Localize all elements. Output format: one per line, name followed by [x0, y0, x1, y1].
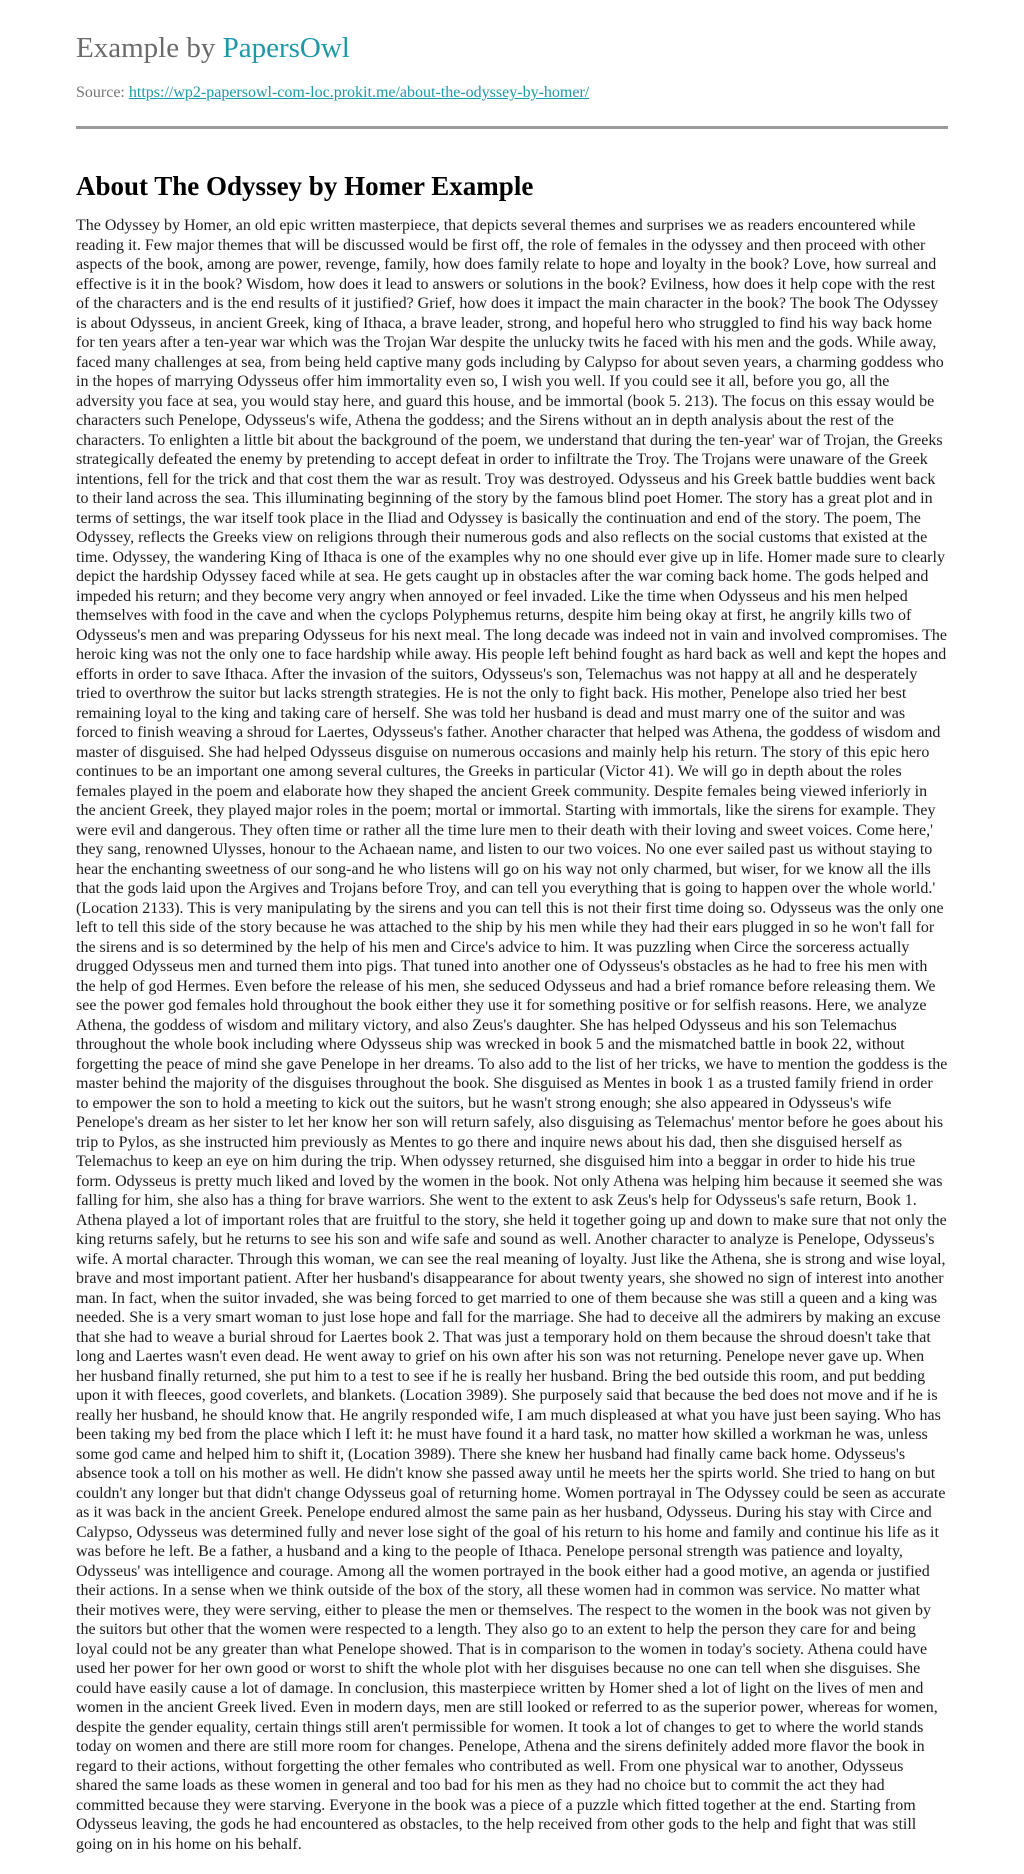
page-title [76, 33, 948, 65]
source-link[interactable]: https://wp2-papersowl-com-loc.prokit.me/about-the-odyssey-by-homer/ [128, 83, 590, 101]
source-line [76, 83, 948, 102]
page-title-prefix: Example by [76, 32, 223, 64]
page [76, 33, 948, 1854]
article-title: About The Odyssey by Homer Example [76, 171, 534, 202]
brand-link[interactable]: PapersOwl [222, 32, 350, 64]
article-body: The Odyssey by Homer, an old epic written masterpiece, that depicts several themes and surprises we as readers encountered while reading it. Few major themes that will be discussed would be first off, the role of females in the odyssey and then proceed with other aspects of the book, among are power, revenge, family, how does family relate to hope and loyalty in the book? Love, how surreal and effective is it in the book? Wisdom, how does it lead to answers or solutions in the book? Evilness, how does it help cope with the rest of the characters and is the end results of it justified? Grief, how does it impact the main character in the book? The book The Odyssey is about Odysseus, in ancient Greek, king of Ithaca, a brave leader, strong, and hopeful hero who struggled to find his way back home for ten years after a ten-year war which was the Trojan War despite the unlucky twits he faced with his men and the gods. While away, faced many challenges at sea, from being held captive many gods including by Calypso for about seven years, a charming goddess who in the hopes of marrying Odysseus offer him immortality even so, I wish you well. If you could see it all, before you go, all the adversity you face at sea, you would stay here, and guard this house, and be immortal (book 5. 213). The focus on this essay would be characters such Penelope, Odysseus's wife, Athena the goddess; and the Sirens without an in depth analysis about the rest of the characters. To enlighten a little bit about the background of the poem, we understand that during the ten-year' war of Trojan, the Greeks strategically defeated the enemy by pretending to accept defeat in order to infiltrate the Troy. The Trojans were unaware of the Greek intentions, fell for the trick and that cost them the war as result. Troy was destroyed. Odysseus and his Greek battle buddies went back to their land across the sea. This illuminating beginning of the story by the famous blind poet Homer. The story has a great plot and in terms of settings, the war itself took place in the Iliad and Odyssey is basically the continuation and end of the story. The poem, The Odyssey, reflects the Greeks view on religions through their numerous gods and also reflects on the social customs that existed at the time. Odyssey, the wandering King of Ithaca is one of the examples why no one should ever give up in life. Homer made sure to clearly depict the hardship Odyssey faced while at sea. He gets caught up in obstacles after the war coming back home. The gods helped and impeded his return; and they become very angry when annoyed or feel invaded. Like the time when Odysseus and his men helped themselves with food in the cave and when the cyclops Polyphemus returns, despite him being okay at first, he angrily kills two of Odysseus's men and was preparing Odysseus for his next meal. The long decade was indeed not in vain and involved compromises. The heroic king was not the only one to face hardship while away. His people left behind fought as hard back as well and kept the hopes and efforts in order to save Ithaca. After the invasion of the suitors, Odysseus's son, Telemachus was not happy at all and he desperately tried to overthrow the suitor but lacks strength strategies. He is not the only to fight back. His mother, Penelope also tried her best remaining loyal to the king and taking care of herself. She was told her husband is dead and must marry one of the suitor and was forced to finish weaving a shroud for Laertes, Odysseus's father. Another character that helped was Athena, the goddess of wisdom and master of disguised. She had helped Odysseus disguise on numerous occasions and mainly help his return. The story of this epic hero continues to be an important one among several cultures, the Greeks in particular (Victor 41). We will go in depth about the roles females played in the poem and elaborate how they shaped the ancient Greek community. Despite females being viewed inferiorly in the ancient Greek, they played major roles in the poem; mortal or immortal. Starting with immortals, like the sirens for example. They were evil and dangerous. They often time or rather all the time lure men to their death with their loving and sweet voices. Come here,' they sang, renowned Ulysses, honour to the Achaean name, and listen to our two voices. No one ever sailed past us without staying to hear the enchanting sweetness of our song-and he who listens will go on his way not only charmed, but wiser, for we know all the ills that the gods laid upon the Argives and Trojans before Troy, and can tell you everything that is going to happen over the whole world.' (Location 2133). This is very manipulating by the sirens and you can tell this is not their first time doing so. Odysseus was the only one left to tell this side of the story because he was attached to the ship by his men while they had their ears plugged in so he won't fall for the sirens and is so determined by the help of his men and Circe's advice to him. It was puzzling when Circe the sorceress actually drugged Odysseus men and turned them into pigs. That tuned into another one of Odysseus's obstacles as he had to free his men with the help of god Hermes. Even before the release of his men, she seduced Odysseus and had a brief romance before releasing them. We see the power god females hold throughout the book either they use it for something positive or for selfish reasons. Here, we analyze Athena, the goddess of wisdom and military victory, and also Zeus's daughter. She has helped Odysseus and his son Telemachus throughout the whole book including where Odysseus ship was wrecked in book 5 and the mismatched battle in book 22, without forgetting the peace of mind she gave Penelope in her dreams. To also add to the list of her tricks, we have to mention the goddess is the master behind the majority of the disguises throughout the book. She disguised as Mentes in book 1 as a trusted family friend in order to empower the son to hold a meeting to kick out the suitors, but he wasn't strong enough; she also appeared in Odysseus's wife Penelope's dream as her sister to let her know her son will return safely, also disguising as Telemachus' mentor before he goes about his trip to Pylos, as she instructed him previously as Mentes to go there and inquire news about his dad, then she disguised herself as Telemachus to keep an eye on him during the trip. When odyssey returned, she disguised him into a beggar in order to hide his true form. Odysseus is pretty much liked and loved by the women in the book. Not only Athena was helping him because it seemed she was falling for him, she also has a thing for brave warriors. She went to the extent to ask Zeus's help for Odysseus's safe return, Book 1. Athena played a lot of important roles that are fruitful to the story, she held it together going up and down to make sure that not only the king returns safely, but he returns to see his son and wife safe and sound as well. Another character to analyze is Penelope, Odysseus's wife. A mortal character. Through this woman, we can see the real meaning of loyalty. Just like the Athena, she is strong and wise loyal, brave and most important patient. After her husband's disappearance for about twenty years, she showed no sign of interest into another man. In fact, when the suitor invaded, she was being forced to get married to one of them because she was still a queen and a king was needed. She is a very smart woman to just lose hope and fall for the marriage. She had to deceive all the admirers by making an excuse that she had to weave a burial shroud for Laertes book 2. That was just a temporary hold on them because the shroud doesn't take that long and Laertes wasn't even dead. He went away to grief on his own after his son was not returning. Penelope never gave up. When her husband finally returned, she put him to a test to see if he is really her husband. Bring the bed outside this room, and put bedding upon it with fleeces, good coverlets, and blankets. (Location 3989). She purposely said that because the bed does not move and if he is really her husband, he should know that. He angrily responded wife, I am much displeased at what you have just been saying. Who has been taking my bed from the place which I left it: he must have found it a hard task, no matter how skilled a workman he was, unless some god came and helped him to shift it, (Location 3989). There she knew her husband had finally came back home. Odysseus's absence took a toll on his mother as well. He didn't know she passed away until he meets her the spirts world. She tried to hang on but couldn't any longer but that didn't change Odysseus goal of returning home. Women portrayal in The Odyssey could be seen as accurate as it was back in the ancient Greek. Penelope endured almost the same pain as her husband, Odysseus. During his stay with Circe and Calypso, Odysseus was determined fully and never lose sight of the goal of his return to his home and family and continue his life as it was before he left. Be a father, a husband and a king to the people of Ithaca. Penelope personal strength was patience and loyalty, Odysseus' was intelligence and courage. Among all the women portrayed in the book either had a good motive, an agenda or justified their actions. In a sense when we think outside of the box of the story, all these women had in common was service. No matter what their motives were, they were serving, either to please the men or themselves. The respect to the women in the book was not given by the suitors but other that the women were respected to a length. They also go to an extent to help the person they care for and being loyal could not be any greater than what Penelope showed. That is in comparison to the women in today's society. Athena could have used her power for her own good or worst to shift the whole plot with her disguises because no one can tell when she disguises. She could have easily cause a lot of damage. In conclusion, this masterpiece written by Homer shed a lot of light on the lives of men and women in the ancient Greek lived. Even in modern days, men are still looked or referred to as the superior power, whereas for women, despite the gender equality, certain things still aren't permissible for women. It took a lot of changes to get to where the world stands today on women and there are still more room for changes. Penelope, Athena and the sirens definitely added more flavor the book in regard to their actions, without forgetting the other females who contributed as well. From one physical war to another, Odysseus shared the same loads as these women in general and too bad for his men as they had no choice but to commit the act they had committed because they were starving. Everyone in the book was a piece of a puzzle which fitted together at the end. Starting from Odysseus leaving, the gods he had encountered as obstacles, to the help received from other gods to the help and fight that was still going on in his home on his behalf. [76, 217, 948, 1853]
divider [76, 126, 948, 129]
source-label: Source: [76, 83, 129, 101]
